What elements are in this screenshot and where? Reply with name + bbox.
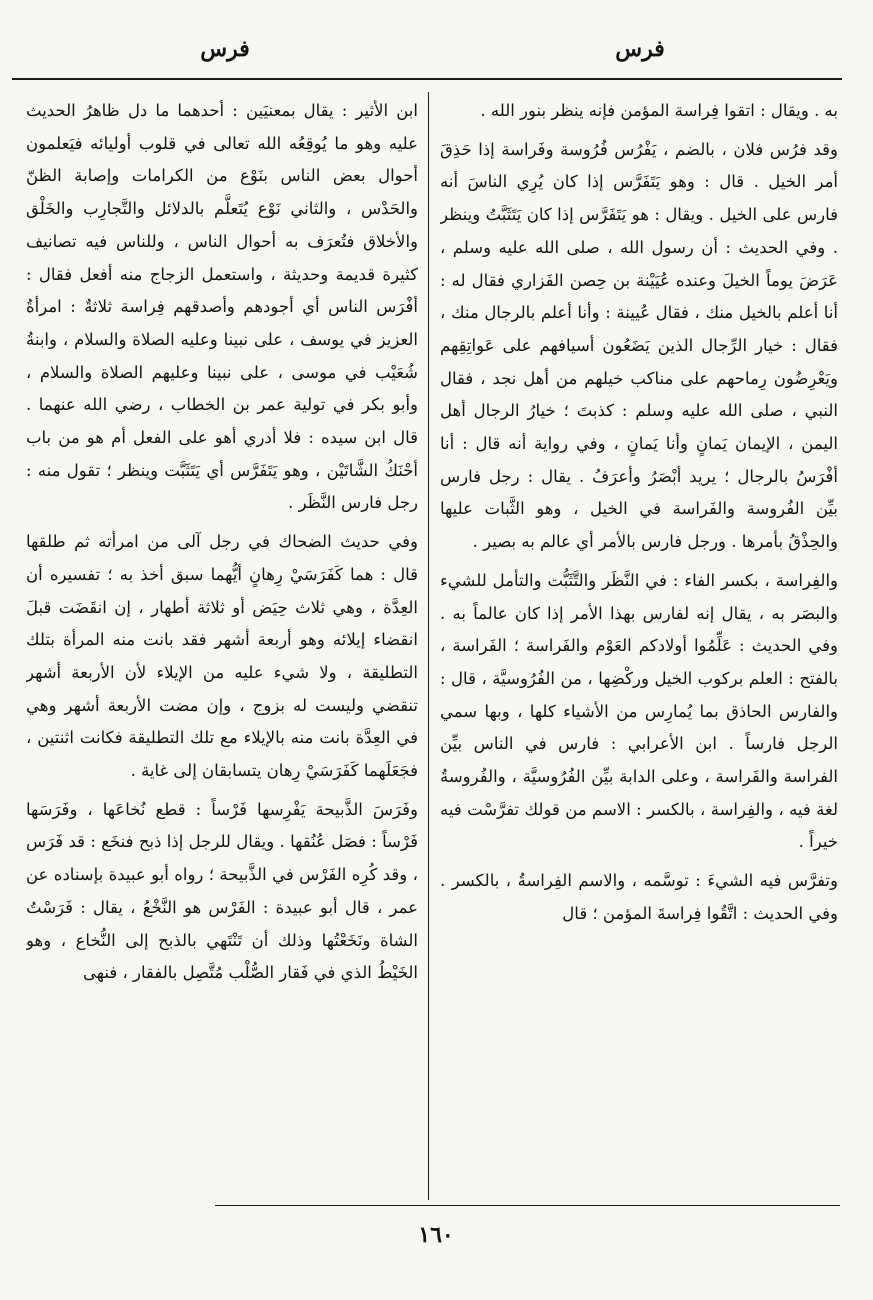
paragraph: وتفرَّس فيه الشيءَ : توسَّمه ، والاسم الفِراسةُ ، بالكسر . وفي الحديث : اتَّقُوا فِراسةَ المؤمن ؛ قال: [440, 871, 838, 923]
header-rule: [12, 78, 842, 80]
right-column: [440, 95, 838, 1200]
paragraph: وفي حديث الضحاك في رجل آلى من امرأته ثم طلقها قال : هما كَفَرَسَيْ رِهانٍ أيُّهما سبق أخذ به ؛ تفسيره أن العِدَّة ، وهي ثلاث حِيَض أو ثلاثة أطهار ، إن انقَضَت قبلَ انقضاء إيلائه وهو أربعة أشهر فقد بانت منه المرأة بتلك التطليقة ، ولا شيء عليه من الإيلاء لأن الأربعة أشهر تنقضي وليست له بزوج ، وإن مضت الأربعة أشهر وهي في العِدَّة بانت منه بالإيلاء مع تلك التطليقة فكانت اثنتين ، فجَعَلَهما كَفَرَسَيْ رِهان يتسابقان إلى غاية .: [26, 532, 418, 781]
running-header-right: فرس: [615, 36, 665, 62]
running-header-left: فرس: [200, 36, 250, 62]
column-divider: [428, 92, 429, 1200]
page-number: ١٦٠: [418, 1222, 454, 1248]
paragraph: به . ويقال : اتقوا فِراسة المؤمن فإنه ينظر بنور الله .: [480, 101, 838, 120]
paragraph: ابن الأثير : يقال بمعنيَين : أحدهما ما دل ظاهرُ الحديث عليه وهو ما يُوقِعُه الله تعالى في قلوب أوليائه فيَعلمون أحوال بعض الناس بنَوْع من الكرامات وإصابة الظنّ والحَدْس ، والثاني نَوْع يُتَعلَّم بالدلائل والتَّجارِب والخَلْق والأخلاق فتُعرَف به أحوال الناس ، وللناس فيه تصانيف كثيرة قديمة وحديثة ، واستعمل الزجاج منه أفعل فقال : أفْرَس الناس أي أجودهم وأصدقهم فِراسة ثلاثةٌ : امرأةُ العزيز في يوسف ، على نبينا وعليه الصلاة والسلام ، وابنةُ شُعَيْب في موسى ، على نبينا وعليهم الصلاة والسلام ، وأبو بكر في تولية عمر بن الخطاب ، رضي الله عنهما . قال ابن سيده : فلا أدري أهو على الفعل أم هو من باب أحْنَكُ الشَّاتَيْن ، وهو يَتَفَرَّس أي يَتَثَبَّت وينظر ؛ تقول منه : رجل فارس النَّظَر .: [26, 101, 418, 513]
paragraph: وفَرَسَ الذَّبيحة يَفْرِسها فَرْساً : قطع نُخاعَها ، وفَرَسَها فَرْساً : فصَل عُنُقها . ويقال للرجل إذا ذبح فنخَع : قد فَرَس ، وقد كُرِه الفَرْس في الذَّبيحة ؛ رواه أبو عبيدة بإسناده عن عمر ، قال أبو عبيدة : الفَرْس هو النَّخْعُ ، يقال : فَرَسْتُ الشاة ونَخَعْتُها وذلك أن تَنْتَهي بالذبح إلى النُّخاع ، وهو الخَيْطُ الذي في فَقار الصُّلْب مُتَّصِل بالفقار ، فنهى: [26, 799, 418, 983]
paragraph: والفِراسة ، بكسر الفاء : في النَّظَر والتَّثَبُّت والتأمل للشيء والبصَر به ، يقال إنه لفارس بهذا الأمر إذا كان عالماً به . وفي الحديث : عَلِّمُوا أولادكم العَوْم والفَراسة ؛ الفَراسة ، بالفتح : العلم بركوب الخيل وركْضِها ، من الفُرُوسيَّة ، قال : والفارس الحاذق بما يُمارِس من الأشياء كلها ، وبها سمي الرجل فارساً . ابن الأعرابي : فارس في الناس بيِّن الفراسة والفَراسة ، وعلى الدابة بيِّن الفُرُوسيَّة ، والفُروسةُ لغة فيه ، والفِراسة ، بالكسر : الاسم من قولك تفرَّسْت فيه خيراً .: [440, 570, 838, 852]
left-column: [26, 95, 418, 1200]
footer-rule: [215, 1205, 840, 1206]
paragraph: وقد فرُس فلان ، بالضم ، يَفْرُس فُرُوسة وفَراسة إذا حَذِقَ أمر الخيل . قال : وهو يَتَفَرَّس إذا كان يُرِي الناسَ أنه فارس على الخيل . ويقال : هو يَتَفَرَّس إذا كان يَتَثَبَّتُ وينظر . وفي الحديث : أن رسول الله ، صلى الله عليه وسلم ، عَرَضَ يوماً الخيلَ وعنده عُيَيْنة بن حِصن الفَزاري فقال له : أنا أعلم بالخيل منك ، فقال عُيينة : وأنا أعلم بالرجال منك ، فقال : خيار الرِّجال الذين يَضَعُون أسيافهم على عَواتِقِهم ويَعْرِضُون رِماحهم على مناكب خيلهم من أهل نجد ، فقال النبي ، صلى الله عليه وسلم : كذبتَ ؛ خيارُ الرجال أهل اليمن ، الإيمان يَمانٍ وأنا يَمانٍ ، وفي رواية أنه قال : أنا أفْرَسُ بالرجال ؛ يريد أبْصَرُ وأعرَفُ . يقال : رجل فارس بيِّن الفُروسة والفَراسة في الخيل ، وهو الثَّبات عليها والحِذْقُ بأمرها . ورجل فارس بالأمر أي عالم به بصير .: [440, 139, 838, 552]
